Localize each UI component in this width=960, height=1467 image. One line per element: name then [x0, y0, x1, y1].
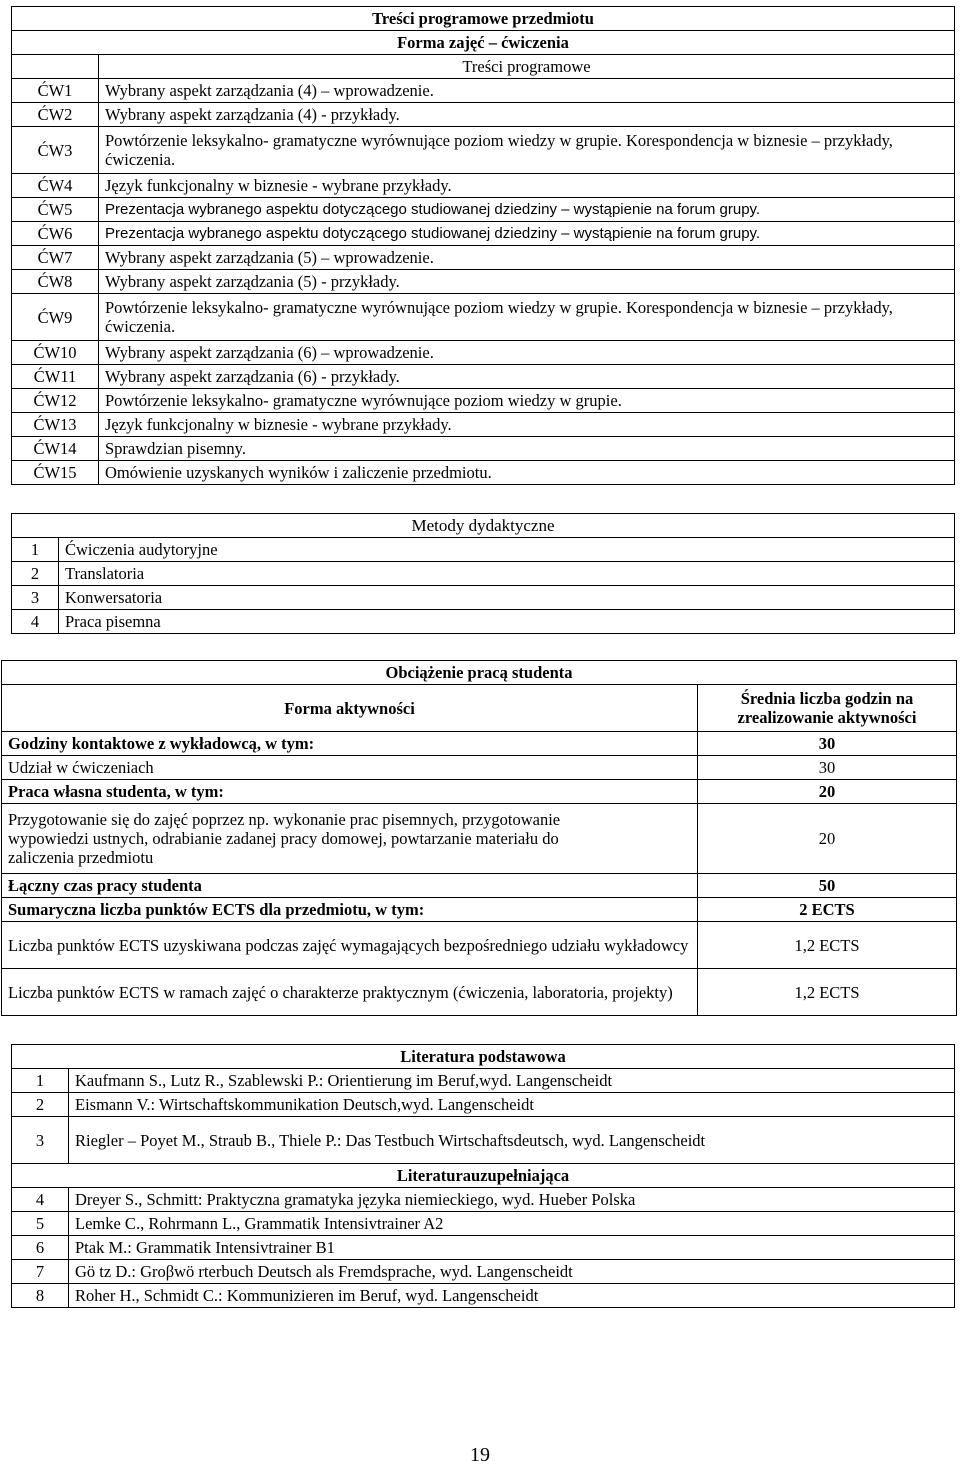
item-number: 2: [12, 562, 59, 586]
list-item: [12, 610, 955, 634]
list-item: [12, 1093, 955, 1117]
table-row: [2, 922, 957, 969]
program-content-table: [11, 6, 955, 485]
item-number: 3: [12, 1117, 69, 1164]
table-row: [2, 780, 957, 804]
row-code: ĆW13: [12, 413, 99, 437]
table-row: [12, 270, 955, 294]
row-label: Liczba punktów ECTS uzyskiwana podczas zajęć wymagających bezpośredniego udziału wykładowcy: [2, 922, 698, 969]
row-code: ĆW6: [12, 222, 99, 246]
row-code: ĆW10: [12, 341, 99, 365]
column-header-row: [2, 685, 957, 732]
item-number: 3: [12, 586, 59, 610]
row-value: 1,2 ECTS: [698, 969, 957, 1016]
item-text: Kaufmann S., Lutz R., Szablewski P.: Orientierung im Beruf,wyd. Langenscheidt: [69, 1069, 955, 1093]
row-text: Język funkcjonalny w biznesie - wybrane przykłady.: [99, 174, 955, 198]
row-label: Praca własna studenta, w tym:: [2, 780, 698, 804]
row-code: ĆW15: [12, 461, 99, 485]
row-value: 30: [698, 756, 957, 780]
table-row: [12, 222, 955, 246]
row-text: Język funkcjonalny w biznesie - wybrane przykłady.: [99, 413, 955, 437]
table-title: Obciążenie pracą studenta: [2, 661, 957, 685]
table-row: [12, 246, 955, 270]
code-header-cell: [12, 55, 99, 79]
row-value: 20: [698, 804, 957, 874]
row-text: Wybrany aspekt zarządzania (5) - przykłady.: [99, 270, 955, 294]
item-number: 6: [12, 1236, 69, 1260]
row-value: 30: [698, 732, 957, 756]
table-row: [12, 389, 955, 413]
row-text: Omówienie uzyskanych wyników i zaliczenie przedmiotu.: [99, 461, 955, 485]
row-code: ĆW1: [12, 79, 99, 103]
item-text: Dreyer S., Schmitt: Praktyczna gramatyka języka niemieckiego, wyd. Hueber Polska: [69, 1188, 955, 1212]
row-text: Sprawdzian pisemny.: [99, 437, 955, 461]
row-value: 20: [698, 780, 957, 804]
table-subtitle-row: [12, 31, 955, 55]
list-item: [12, 586, 955, 610]
row-label: Sumaryczna liczba punktów ECTS dla przedmiotu, w tym:: [2, 898, 698, 922]
table-row: [2, 898, 957, 922]
list-item: [12, 1069, 955, 1093]
table-row: [12, 174, 955, 198]
teaching-methods-table: [11, 513, 955, 634]
row-label: Liczba punktów ECTS w ramach zajęć o charakterze praktycznym (ćwiczenia, laboratoria, projekty): [2, 969, 698, 1016]
table-title: Treści programowe przedmiotu: [12, 7, 955, 31]
table-title-row: [12, 1164, 955, 1188]
row-code: ĆW14: [12, 437, 99, 461]
table-row: [12, 437, 955, 461]
row-value: 2 ECTS: [698, 898, 957, 922]
table-row: [2, 804, 957, 874]
item-number: 1: [12, 538, 59, 562]
row-value: 50: [698, 874, 957, 898]
table-row: [12, 127, 955, 174]
item-text: Gö tz D.: Groβwö rterbuch Deutsch als Fremdsprache, wyd. Langenscheidt: [69, 1260, 955, 1284]
row-text: Prezentacja wybranego aspektu dotyczącego studiowanej dziedziny – wystąpienie na forum grupy.: [99, 198, 955, 222]
activity-column-header: Forma aktywności: [2, 685, 698, 732]
row-code: ĆW11: [12, 365, 99, 389]
literature-table: [11, 1044, 955, 1308]
item-number: 4: [12, 610, 59, 634]
hours-column-header: Średnia liczba godzin na zrealizowanie aktywności: [698, 685, 957, 732]
item-text: Lemke C., Rohrmann L., Grammatik Intensivtrainer A2: [69, 1212, 955, 1236]
row-text: Powtórzenie leksykalno- gramatyczne wyrównujące poziom wiedzy w grupie. Korespondencja w biznesie – przykłady, ćwiczenia.: [99, 127, 955, 174]
list-item: [12, 538, 955, 562]
row-value: 1,2 ECTS: [698, 922, 957, 969]
item-number: 4: [12, 1188, 69, 1212]
row-text: Wybrany aspekt zarządzania (5) – wprowadzenie.: [99, 246, 955, 270]
row-text: Powtórzenie leksykalno- gramatyczne wyrównujące poziom wiedzy w grupie. Korespondencja w biznesie – przykłady, ćwiczenia.: [99, 294, 955, 341]
table-row: [12, 365, 955, 389]
row-text: Wybrany aspekt zarządzania (4) - przykłady.: [99, 103, 955, 127]
row-label: Łączny czas pracy studenta: [2, 874, 698, 898]
table-row: [2, 969, 957, 1016]
item-text: Riegler – Poyet M., Straub B., Thiele P.: Das Testbuch Wirtschaftsdeutsch, wyd. Langenscheidt: [69, 1117, 955, 1164]
row-code: ĆW3: [12, 127, 99, 174]
item-number: 2: [12, 1093, 69, 1117]
item-number: 7: [12, 1260, 69, 1284]
item-text: Ptak M.: Grammatik Intensivtrainer B1: [69, 1236, 955, 1260]
item-number: 1: [12, 1069, 69, 1093]
supplementary-literature-title: Literaturauzupełniająca: [12, 1164, 955, 1188]
table-row: [2, 874, 957, 898]
row-text: Prezentacja wybranego aspektu dotyczącego studiowanej dziedziny – wystąpienie na forum grupy.: [99, 222, 955, 246]
table-row: [12, 198, 955, 222]
row-code: ĆW8: [12, 270, 99, 294]
row-text: Powtórzenie leksykalno- gramatyczne wyrównujące poziom wiedzy w grupie.: [99, 389, 955, 413]
page-number: 19: [470, 1444, 490, 1466]
table-row: [12, 413, 955, 437]
row-text: Wybrany aspekt zarządzania (6) – wprowadzenie.: [99, 341, 955, 365]
table-row: [2, 732, 957, 756]
row-code: ĆW2: [12, 103, 99, 127]
row-label: Godziny kontaktowe z wykładowcą, w tym:: [2, 732, 698, 756]
list-item: [12, 1117, 955, 1164]
row-code: ĆW12: [12, 389, 99, 413]
table-row: [12, 461, 955, 485]
table-row: [12, 103, 955, 127]
content-column-header: Treści programowe: [99, 55, 955, 79]
table-title-row: [2, 661, 957, 685]
row-label: Przygotowanie się do zajęć poprzez np. wykonanie prac pisemnych, przygotowanie wypowiedzi ustnych, odrabianie zadanej pracy domowej, powtarzanie materiału do zaliczenia przedmiotu: [2, 804, 698, 874]
list-item: [12, 1260, 955, 1284]
list-item: [12, 1188, 955, 1212]
item-text: Konwersatoria: [59, 586, 955, 610]
row-code: ĆW7: [12, 246, 99, 270]
table-title-row: [12, 514, 955, 538]
list-item: [12, 1284, 955, 1308]
item-text: Praca pisemna: [59, 610, 955, 634]
item-text: Ćwiczenia audytoryjne: [59, 538, 955, 562]
table-row: [12, 294, 955, 341]
table-title-row: [12, 1045, 955, 1069]
table-row: [2, 756, 957, 780]
list-item: [12, 1236, 955, 1260]
workload-table: [1, 660, 957, 1016]
item-number: 8: [12, 1284, 69, 1308]
table-row: [12, 341, 955, 365]
list-item: [12, 1212, 955, 1236]
row-code: ĆW5: [12, 198, 99, 222]
basic-literature-title: Literatura podstawowa: [12, 1045, 955, 1069]
row-label: Udział w ćwiczeniach: [2, 756, 698, 780]
item-number: 5: [12, 1212, 69, 1236]
row-text: Wybrany aspekt zarządzania (6) - przykłady.: [99, 365, 955, 389]
table-title: Metody dydaktyczne: [12, 514, 955, 538]
table-subtitle: Forma zajęć – ćwiczenia: [12, 31, 955, 55]
item-text: Eismann V.: Wirtschaftskommunikation Deutsch,wyd. Langenscheidt: [69, 1093, 955, 1117]
row-code: ĆW4: [12, 174, 99, 198]
item-text: Translatoria: [59, 562, 955, 586]
item-text: Roher H., Schmidt C.: Kommunizieren im Beruf, wyd. Langenscheidt: [69, 1284, 955, 1308]
row-text: Wybrany aspekt zarządzania (4) – wprowadzenie.: [99, 79, 955, 103]
table-row: [12, 79, 955, 103]
column-header-row: [12, 55, 955, 79]
list-item: [12, 562, 955, 586]
table-title-row: [12, 7, 955, 31]
row-code: ĆW9: [12, 294, 99, 341]
